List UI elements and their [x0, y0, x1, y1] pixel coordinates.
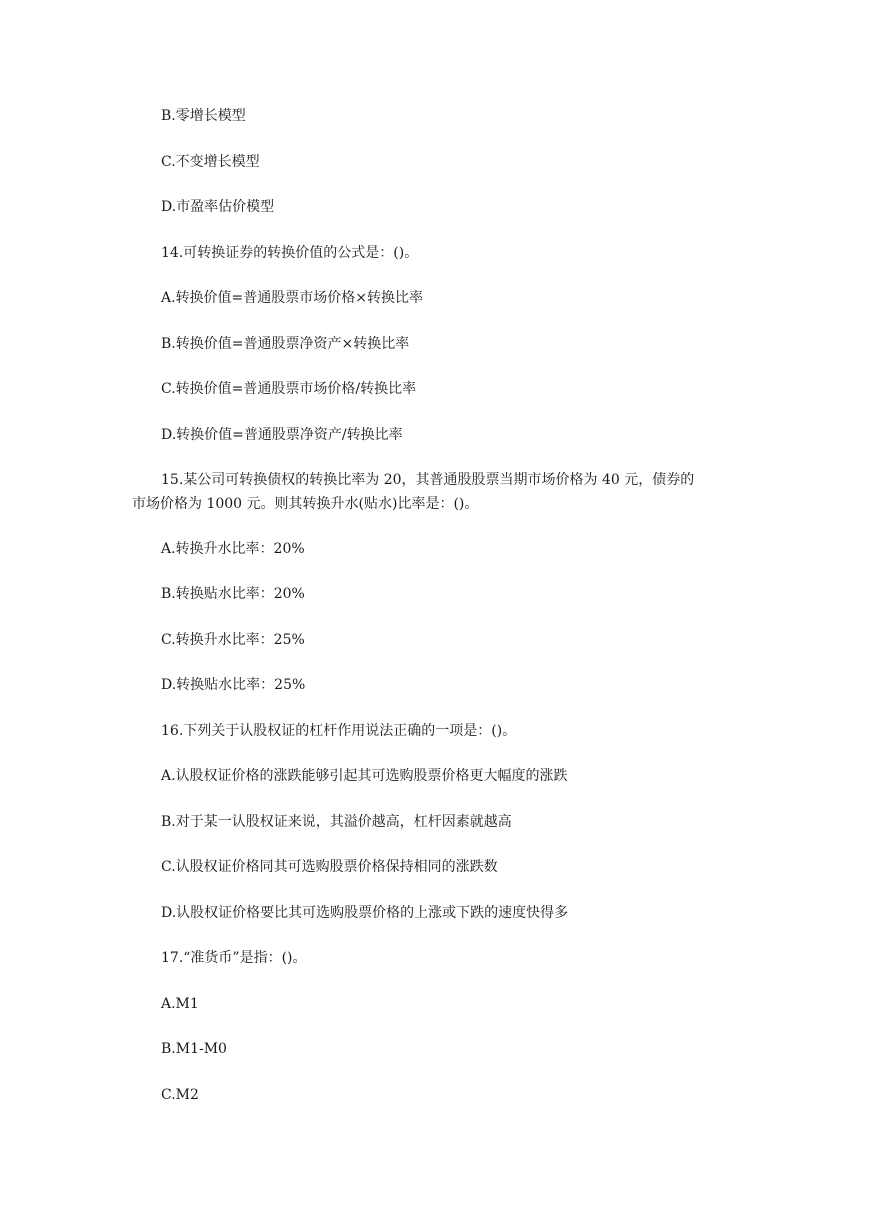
option-c-q16: C.认股权证价格同其可选购股票价格保持相同的涨跌数	[161, 859, 498, 875]
option-d-q13: D.市盈率估价模型	[161, 199, 275, 215]
option-a-q14: A.转换价值=普通股票市场价格×转换比率	[161, 290, 424, 306]
question-17: 17.“准货币”是指：()。	[161, 950, 307, 966]
option-d-q14: D.转换价值=普通股票净资产/转换比率	[161, 427, 403, 443]
option-d-q15: D.转换贴水比率：25%	[161, 677, 306, 693]
option-b-q15: B.转换贴水比率：20%	[161, 586, 305, 602]
option-a-q16: A.认股权证价格的涨跌能够引起其可选购股票价格更大幅度的涨跌	[161, 768, 568, 784]
question-15-line-2: 市场价格为 1000 元。则其转换升水(贴水)比率是：()。	[132, 496, 479, 512]
option-b-q17: B.M1-M0	[161, 1041, 227, 1057]
option-a-q17: A.M1	[161, 996, 199, 1012]
option-b-q16: B.对于某一认股权证来说，其溢价越高，杠杆因素就越高	[161, 814, 512, 830]
option-c-q14: C.转换价值=普通股票市场价格/转换比率	[161, 381, 417, 397]
option-d-q16: D.认股权证价格要比其可选购股票价格的上涨或下跌的速度快得多	[161, 905, 569, 921]
question-16: 16.下列关于认股权证的杠杆作用说法正确的一项是：()。	[161, 723, 517, 739]
option-b-q13: B.零增长模型	[161, 108, 246, 124]
question-14: 14.可转换证券的转换价值的公式是：()。	[161, 245, 419, 261]
option-c-q15: C.转换升水比率：25%	[161, 632, 305, 648]
question-15-line-1: 15.某公司可转换债权的转换比率为 20，其普通股股票当期市场价格为 40 元，债券的	[161, 472, 695, 488]
option-a-q15: A.转换升水比率：20%	[161, 541, 305, 557]
option-c-q17: C.M2	[161, 1087, 199, 1103]
option-b-q14: B.转换价值=普通股票净资产×转换比率	[161, 336, 410, 352]
option-c-q13: C.不变增长模型	[161, 154, 260, 170]
